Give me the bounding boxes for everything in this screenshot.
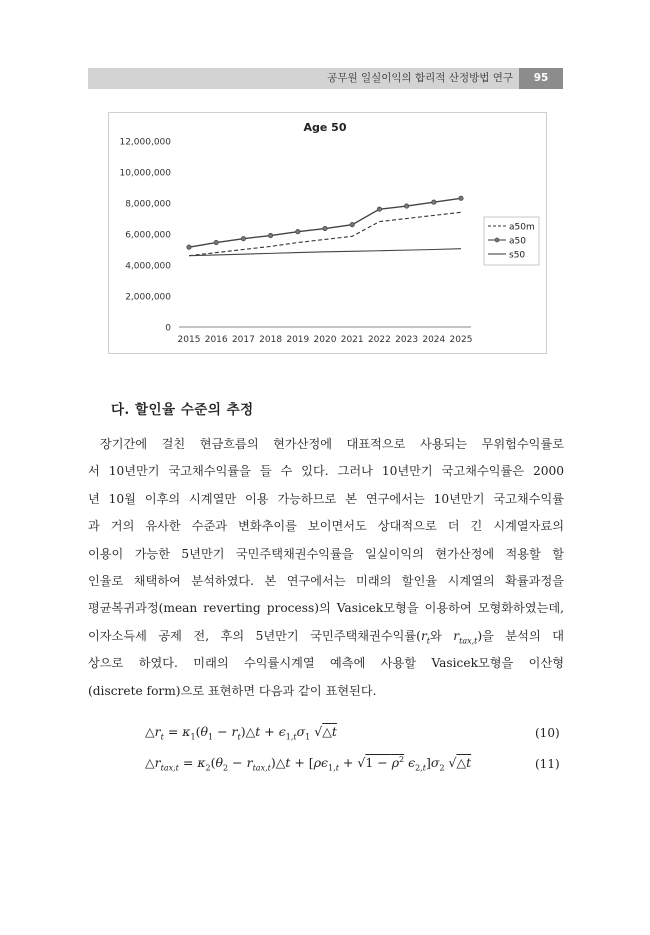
legend-marker-a50 — [495, 238, 499, 242]
data-point-a50 — [350, 223, 354, 227]
y-tick-label: 4,000,000 — [125, 261, 171, 272]
legend-label: a50 — [509, 236, 526, 247]
series-line-s50 — [189, 249, 461, 256]
legend-label: s50 — [509, 250, 526, 261]
data-point-a50 — [241, 236, 245, 240]
equation-number: (10) — [535, 726, 560, 740]
paragraph-line: (discrete form)으로 표현하면 다음과 같이 표현된다. — [88, 683, 377, 698]
data-point-a50 — [323, 226, 327, 230]
paragraph-line: 년 10월 이후의 시계열만 이용 가능하므로 본 연구에서는 10년만기 국고채수익률 — [88, 491, 564, 506]
y-tick-label: 10,000,000 — [119, 168, 171, 179]
y-tick-label: 8,000,000 — [125, 199, 171, 210]
x-tick-label: 2025 — [449, 335, 473, 345]
x-tick-label: 2019 — [286, 335, 310, 345]
y-tick-label: 0 — [165, 323, 171, 334]
running-header — [88, 68, 563, 89]
data-point-a50 — [404, 204, 408, 208]
section-heading: 다. 할인율 수준의 추정 — [111, 402, 254, 418]
header-title: 공무원 일실이익의 합리적 산정방법 연구 — [327, 72, 513, 84]
x-tick-label: 2015 — [177, 335, 201, 345]
paragraph-line: 평균복귀과정(mean reverting process)의 Vasicek모형을 이용하여 모형화하였는데, — [88, 601, 564, 616]
x-tick-label: 2017 — [231, 335, 255, 345]
paragraph-line-with-math: 이자소득세 공제 전, 후의 5년만기 국민주택채권수익률($r_t$와 $r_{tax,t}$)을 분석의 대 — [88, 628, 565, 646]
paragraph-line: 이용이 가능한 5년만기 국민주택채권수익률을 일실이익의 현가산정에 적용할 할 — [88, 546, 564, 561]
data-point-a50 — [214, 240, 218, 244]
paragraph-line: 장기간에 걸친 현금흐름의 현가산정에 대표적으로 사용되는 무위험수익률로 — [100, 437, 564, 451]
data-point-a50 — [459, 196, 463, 200]
paragraph-line-end: )을 분석의 대 — [477, 628, 565, 643]
line-chart — [109, 113, 546, 353]
line-chart-frame — [108, 112, 547, 354]
y-tick-label: 12,000,000 — [119, 137, 171, 148]
paragraph-line-text: 이자소득세 공제 전, 후의 5년만기 국민주택채권수익률( — [88, 628, 421, 643]
paragraph-line: 과 거의 유사한 수준과 변화추이를 보이면서도 상대적으로 더 긴 시계열자료의 — [88, 519, 564, 534]
data-point-a50 — [187, 245, 191, 249]
x-tick-label: 2016 — [204, 335, 228, 345]
equation-number: (11) — [535, 757, 560, 771]
legend-label: a50m — [509, 222, 535, 233]
equation-11: $\triangle r_{tax,t} = \kappa_2(\theta_2$ − $r_{tax,t})\triangle t + [\rho\epsilon_{1,t} + √1 - \rho^2$ $\epsilon_{2,t}]\sigma_2$ √△t — [145, 755, 472, 773]
x-tick-label: 2021 — [340, 335, 364, 345]
x-tick-label: 2023 — [395, 335, 419, 345]
y-tick-label: 2,000,000 — [125, 292, 171, 303]
series-line-a50m — [189, 212, 461, 255]
x-tick-label: 2020 — [313, 335, 337, 345]
y-tick-label: 6,000,000 — [125, 230, 171, 241]
data-point-a50 — [268, 233, 272, 237]
equation-10: $\triangle r_t = \kappa_1(\theta_1$ − $r_t)\triangle t + \epsilon_{1,t}\sigma_1$ √△t — [145, 724, 337, 742]
page-number: 95 — [519, 68, 563, 89]
data-point-a50 — [432, 200, 436, 204]
paragraph-line: 인율로 채택하여 분석하였다. 본 연구에서는 미래의 할인율 시계열의 확률과정을 — [88, 573, 564, 588]
data-point-a50 — [377, 207, 381, 211]
chart-title: Age 50 — [303, 121, 347, 134]
paragraph-line-mid: 와 — [429, 628, 442, 643]
paragraph-line: 서 10년만기 국고채수익률을 들 수 있다. 그러나 10년만기 국고채수익률은 2000 — [88, 464, 564, 479]
x-tick-label: 2018 — [259, 335, 283, 345]
data-point-a50 — [296, 229, 300, 233]
body-paragraph — [88, 431, 564, 705]
paragraph-line: 상으로 하였다. 미래의 수익률시계열 예측에 사용할 Vasicek모형을 이산형 — [88, 656, 564, 671]
x-tick-label: 2024 — [422, 335, 446, 345]
x-tick-label: 2022 — [367, 335, 391, 345]
